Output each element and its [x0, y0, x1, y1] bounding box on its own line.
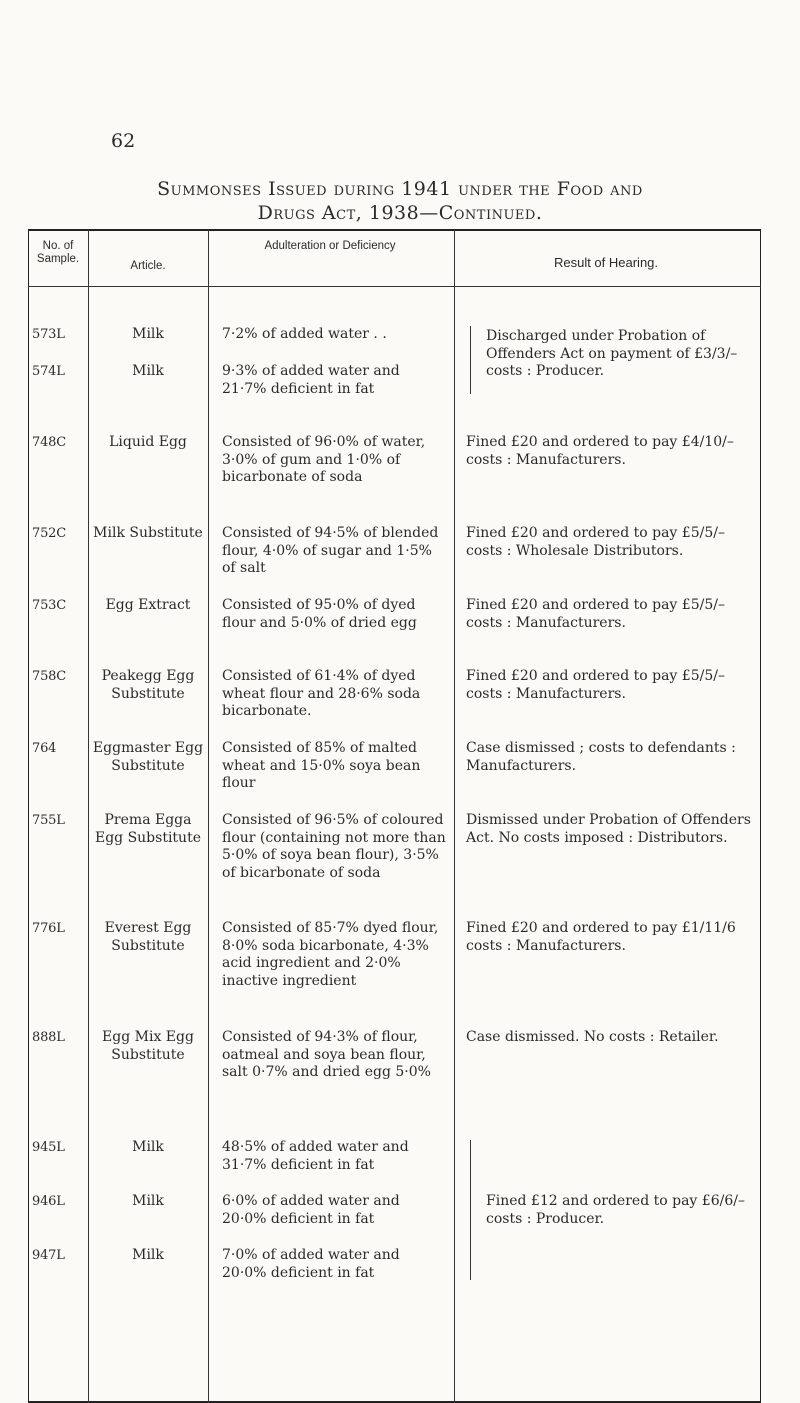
article: Milk: [132, 326, 164, 342]
article: Eggmaster Egg Substitute: [92, 740, 204, 774]
article: Prema Egga Egg Substitute: [94, 812, 201, 846]
result: Case dismissed ; costs to defendants : Manufacturers.: [466, 740, 736, 774]
page-title-line2: Drugs Act, 1938—Continued.: [257, 202, 543, 224]
sample-number: 573L: [32, 327, 65, 342]
result: Fined £20 and ordered to pay £5/5/– costs : Manufacturers.: [466, 597, 725, 631]
result: Case dismissed. No costs : Retailer.: [466, 1029, 719, 1045]
article: Egg Extract: [105, 597, 191, 613]
page-number: 62: [111, 130, 136, 152]
article: Milk: [132, 1193, 164, 1209]
header-divider: [28, 286, 761, 287]
article: Milk Substitute: [93, 525, 203, 541]
sample-number: 758C: [32, 669, 66, 684]
sample-number: 753C: [32, 598, 66, 613]
sample-number: 748C: [32, 435, 66, 450]
header-result: Result of Hearing.: [553, 255, 659, 270]
adulteration: Consisted of 95·0% of dyed flour and 5·0% of dried egg: [222, 597, 417, 631]
result: Fined £20 and ordered to pay £4/10/– costs : Manufacturers.: [466, 434, 734, 468]
column-divider: [208, 229, 209, 1403]
result: Fined £20 and ordered to pay £1/11/6 costs : Manufacturers.: [466, 920, 736, 954]
article: Milk: [132, 363, 164, 379]
adulteration: Consisted of 96·0% of water, 3·0% of gum and 1·0% of bicarbonate of soda: [222, 434, 426, 485]
result: Fined £20 and ordered to pay £5/5/– costs : Manufacturers.: [466, 668, 725, 702]
header-sample: No. of Sample.: [36, 240, 80, 265]
page-title-line1: Summonses Issued during 1941 under the Food and: [157, 178, 643, 200]
article: Liquid Egg: [109, 434, 187, 450]
column-divider: [454, 229, 455, 1403]
sample-number: 776L: [32, 921, 65, 936]
sample-number: 945L: [32, 1140, 65, 1155]
result: Dismissed under Probation of Offenders Act. No costs imposed : Distributors.: [466, 812, 751, 846]
adulteration: Consisted of 61·4% of dyed wheat flour and 28·6% soda bicarbonate.: [222, 668, 421, 719]
article: Milk: [132, 1247, 164, 1263]
column-divider: [88, 229, 89, 1403]
article: Peakegg Egg Substitute: [101, 668, 195, 702]
adulteration: Consisted of 96·5% of coloured flour (containing not more than 5·0% of soya bean flour), 3·5% of bicarbonate of soda: [222, 812, 446, 881]
sample-number: 574L: [32, 364, 65, 379]
result: Discharged under Probation of Offenders Act on payment of £3/3/– costs : Producer.: [486, 328, 738, 379]
sample-number: 946L: [32, 1194, 65, 1209]
adulteration: Consisted of 85·7% dyed flour, 8·0% soda bicarbonate, 4·3% acid ingredient and 2·0% inactive ingredient: [222, 920, 439, 989]
sample-number: 888L: [32, 1030, 65, 1045]
result: Fined £12 and ordered to pay £6/6/– costs : Producer.: [486, 1193, 745, 1227]
adulteration: 48·5% of added water and 31·7% deficient in fat: [222, 1139, 409, 1173]
result: Fined £20 and ordered to pay £5/5/– costs : Wholesale Distributors.: [466, 525, 725, 559]
brace: [470, 1140, 480, 1280]
sample-number: 752C: [32, 526, 66, 541]
adulteration: Consisted of 94·3% of flour, oatmeal and soya bean flour, salt 0·7% and dried egg 5·0%: [222, 1029, 431, 1080]
adulteration: 7·0% of added water and 20·0% deficient in fat: [222, 1247, 400, 1281]
adulteration: Consisted of 94·5% of blended flour, 4·0% of sugar and 1·5% of salt: [222, 525, 439, 576]
sample-number: 764: [32, 741, 57, 756]
adulteration: 7·2% of added water . .: [222, 326, 387, 342]
adulteration: Consisted of 85% of malted wheat and 15·0% soya bean flour: [222, 740, 421, 791]
sample-number: 947L: [32, 1248, 65, 1263]
sample-number: 755L: [32, 813, 65, 828]
adulteration: 6·0% of added water and 20·0% deficient in fat: [222, 1193, 400, 1227]
article: Milk: [132, 1139, 164, 1155]
article: Everest Egg Substitute: [104, 920, 192, 954]
article: Egg Mix Egg Substitute: [102, 1029, 194, 1063]
header-adulteration: Adulteration or Deficiency: [264, 240, 396, 252]
adulteration: 9·3% of added water and 21·7% deficient in fat: [222, 363, 400, 397]
header-article: Article.: [130, 260, 166, 272]
brace: [470, 326, 480, 394]
